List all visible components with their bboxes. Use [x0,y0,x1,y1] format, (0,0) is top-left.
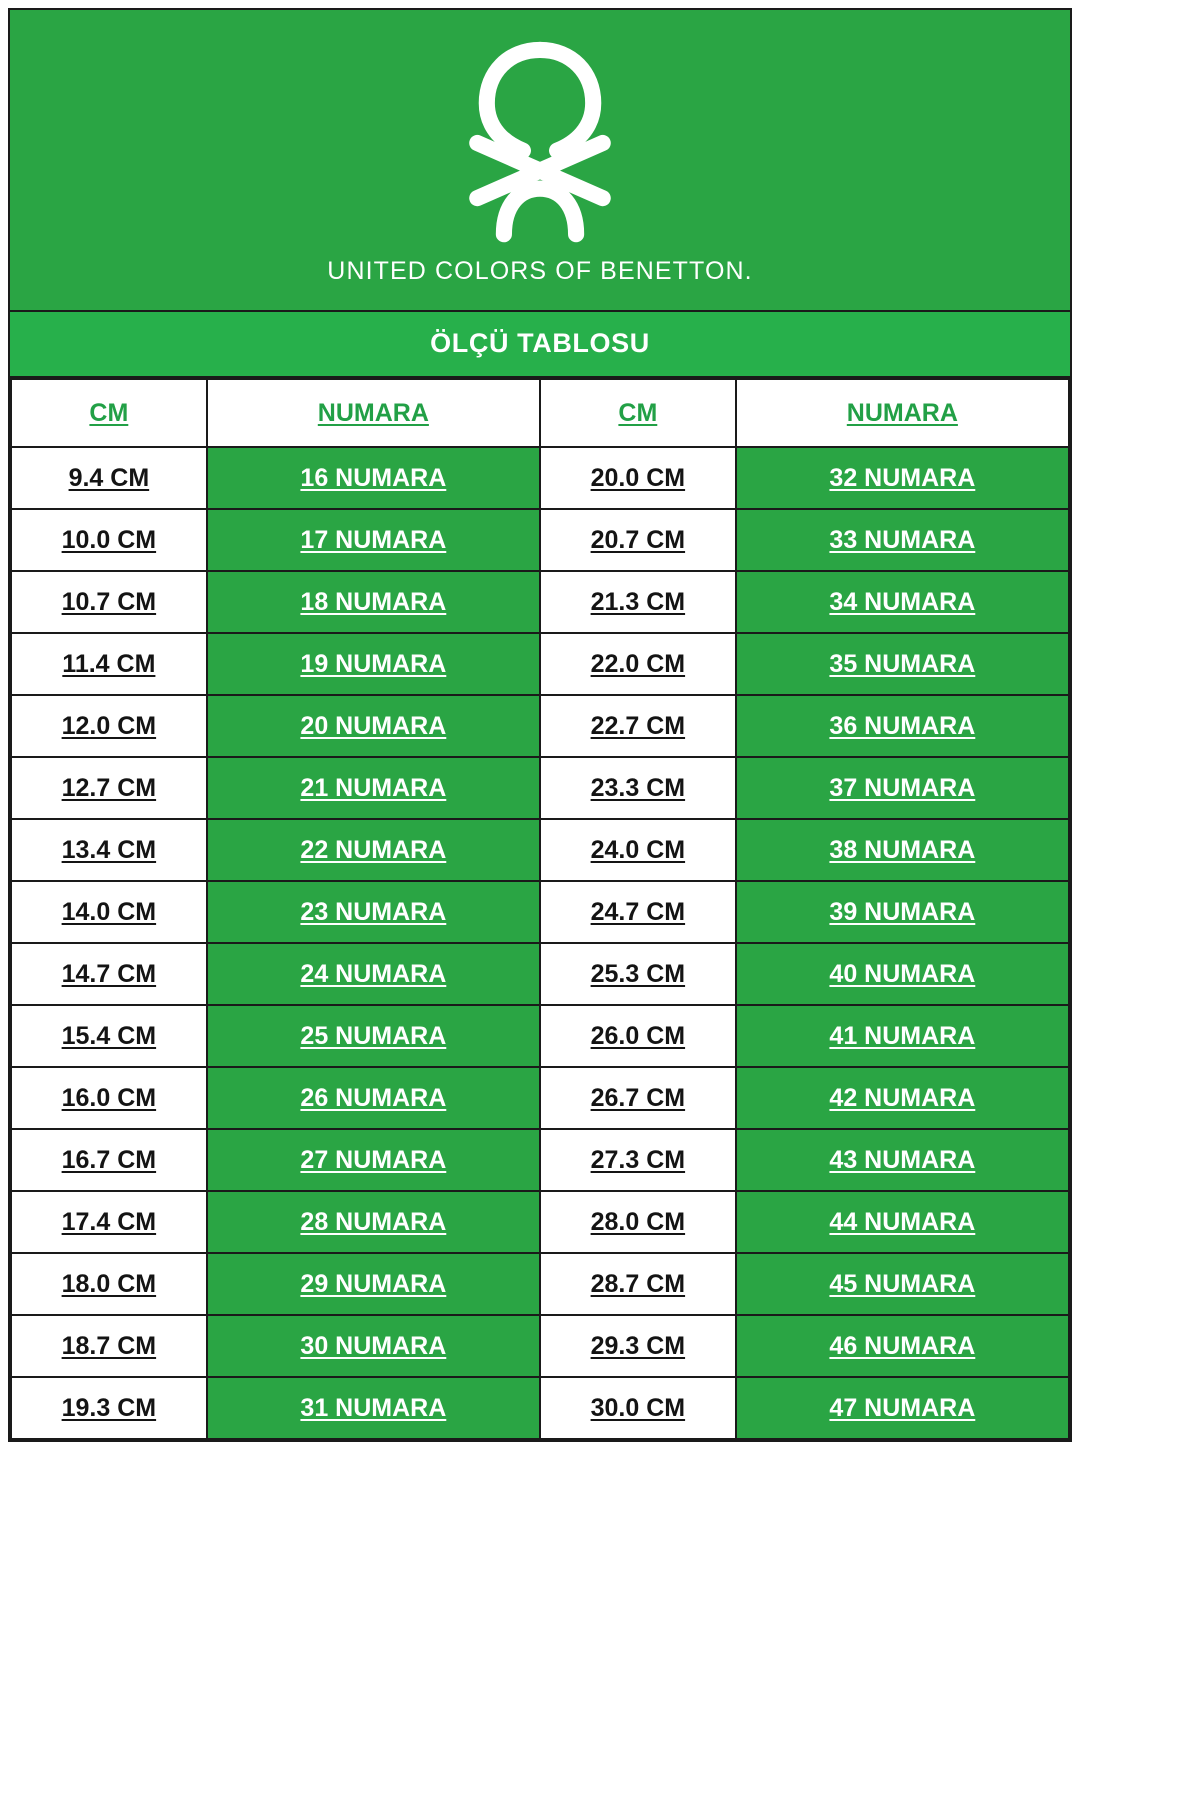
cell-numara-left: 22 NUMARA [207,819,540,881]
cell-cm-right: 24.0 CM [540,819,736,881]
benetton-knot-logo-icon [445,36,635,251]
cell-numara-left: 21 NUMARA [207,757,540,819]
cell-numara-left: 28 NUMARA [207,1191,540,1253]
table-row [11,1377,1069,1439]
table-row [11,881,1069,943]
table-row [11,757,1069,819]
table-row [11,819,1069,881]
cell-cm-left: 12.0 CM [11,695,207,757]
cell-numara-left: 23 NUMARA [207,881,540,943]
cell-numara-right: 32 NUMARA [736,447,1069,509]
cell-cm-left: 11.4 CM [11,633,207,695]
page-title: ÖLÇÜ TABLOSU [430,328,650,358]
cell-cm-right: 24.7 CM [540,881,736,943]
table-row [11,943,1069,1005]
cell-cm-left: 10.0 CM [11,509,207,571]
cell-cm-right: 21.3 CM [540,571,736,633]
table-header [11,379,1069,447]
cell-cm-left: 10.7 CM [11,571,207,633]
size-chart-sheet [8,8,1072,1442]
table-row [11,1129,1069,1191]
cell-numara-right: 42 NUMARA [736,1067,1069,1129]
cell-cm-right: 28.7 CM [540,1253,736,1315]
title-band [10,312,1070,378]
table-header-row [11,379,1069,447]
cell-numara-right: 43 NUMARA [736,1129,1069,1191]
table-row [11,1067,1069,1129]
cell-numara-left: 31 NUMARA [207,1377,540,1439]
column-header-numara-left: NUMARA [207,379,540,447]
cell-cm-right: 22.0 CM [540,633,736,695]
cell-numara-left: 26 NUMARA [207,1067,540,1129]
cell-numara-left: 20 NUMARA [207,695,540,757]
table-row [11,1315,1069,1377]
table-row [11,695,1069,757]
table-row [11,447,1069,509]
cell-cm-right: 25.3 CM [540,943,736,1005]
cell-numara-right: 44 NUMARA [736,1191,1069,1253]
table-row [11,633,1069,695]
table-row [11,571,1069,633]
column-header-numara-right: NUMARA [736,379,1069,447]
cell-cm-left: 16.0 CM [11,1067,207,1129]
cell-numara-left: 24 NUMARA [207,943,540,1005]
cell-cm-left: 14.7 CM [11,943,207,1005]
cell-cm-left: 12.7 CM [11,757,207,819]
cell-numara-right: 46 NUMARA [736,1315,1069,1377]
cell-cm-right: 29.3 CM [540,1315,736,1377]
cell-numara-right: 47 NUMARA [736,1377,1069,1439]
cell-numara-right: 45 NUMARA [736,1253,1069,1315]
cell-numara-right: 35 NUMARA [736,633,1069,695]
cell-cm-left: 17.4 CM [11,1191,207,1253]
cell-cm-right: 28.0 CM [540,1191,736,1253]
cell-numara-left: 27 NUMARA [207,1129,540,1191]
table-row [11,1253,1069,1315]
cell-numara-right: 34 NUMARA [736,571,1069,633]
table-row [11,1005,1069,1067]
cell-cm-left: 18.7 CM [11,1315,207,1377]
cell-numara-right: 33 NUMARA [736,509,1069,571]
cell-cm-left: 9.4 CM [11,447,207,509]
cell-cm-left: 13.4 CM [11,819,207,881]
cell-numara-left: 30 NUMARA [207,1315,540,1377]
cell-cm-right: 22.7 CM [540,695,736,757]
cell-numara-right: 40 NUMARA [736,943,1069,1005]
cell-cm-right: 26.0 CM [540,1005,736,1067]
cell-numara-left: 17 NUMARA [207,509,540,571]
cell-numara-left: 19 NUMARA [207,633,540,695]
cell-cm-left: 15.4 CM [11,1005,207,1067]
table-body [11,447,1069,1439]
cell-cm-right: 20.0 CM [540,447,736,509]
cell-numara-right: 37 NUMARA [736,757,1069,819]
cell-numara-left: 16 NUMARA [207,447,540,509]
cell-cm-left: 14.0 CM [11,881,207,943]
cell-cm-right: 23.3 CM [540,757,736,819]
column-header-cm-right: CM [540,379,736,447]
size-conversion-table [10,378,1070,1440]
cell-cm-right: 27.3 CM [540,1129,736,1191]
column-header-cm-left: CM [11,379,207,447]
cell-numara-right: 39 NUMARA [736,881,1069,943]
cell-cm-right: 26.7 CM [540,1067,736,1129]
cell-numara-right: 41 NUMARA [736,1005,1069,1067]
cell-numara-left: 29 NUMARA [207,1253,540,1315]
cell-numara-left: 18 NUMARA [207,571,540,633]
cell-numara-right: 36 NUMARA [736,695,1069,757]
cell-cm-left: 16.7 CM [11,1129,207,1191]
brand-header [10,10,1070,312]
cell-cm-right: 30.0 CM [540,1377,736,1439]
brand-wordmark: UNITED COLORS OF BENETTON. [327,257,753,285]
table-row [11,1191,1069,1253]
cell-numara-right: 38 NUMARA [736,819,1069,881]
cell-numara-left: 25 NUMARA [207,1005,540,1067]
cell-cm-left: 18.0 CM [11,1253,207,1315]
cell-cm-right: 20.7 CM [540,509,736,571]
cell-cm-left: 19.3 CM [11,1377,207,1439]
table-row [11,509,1069,571]
